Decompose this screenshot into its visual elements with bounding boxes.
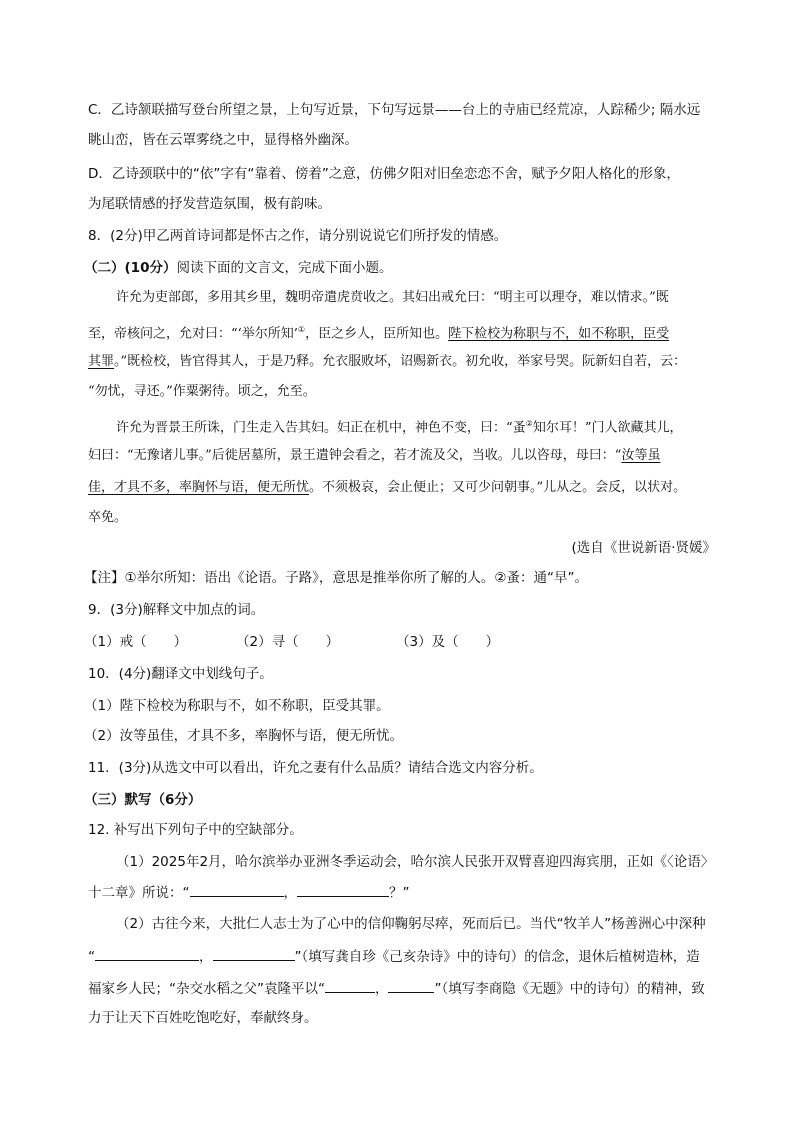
underlined-sentence-2-end: 佳，才具不多，率胸怀与语，便无所忧 [88, 480, 310, 495]
q12-part1-text: 十二章》所说：“ [88, 885, 190, 901]
q10-sentence-1: （1）陛下检校为称职与不，如不称职，臣受其罪。 [84, 698, 390, 714]
section2-title: （二）(10分） [84, 260, 177, 276]
footnote-marker-2: ② [525, 419, 533, 428]
q8-stem: 8．(2分)甲乙两首诗词都是怀古之作，请分别说说它们所抒发的情感。 [88, 228, 508, 244]
q12-part2-line1: （2）古往今来，大批仁人志士为了心中的信仰鞠躬尽瘁，死而后已。当代“牧羊人”杨善洲心中深种 [116, 916, 706, 932]
q7-option-d-line2: 为尾联情感的抒发营造氛围，极有韵味。 [88, 196, 331, 212]
q9-stem: 9．(3分)解释文中加点的词。 [88, 602, 265, 618]
q7-option-c-line1: C．乙诗颔联描写登台所望之景，上句写近景，下句写远景——台上的寺庙已经荒凉，人踪稀少; 隔水远 [88, 102, 701, 118]
q12-part2-text: ， [374, 981, 389, 997]
q12-part1-text: ， [283, 885, 297, 901]
q11-stem: 11．(3分)从选文中可以看出，许允之妻有什么品质？请结合选文内容分析。 [88, 760, 543, 776]
q9-item-3: （3）及（ ） [396, 634, 500, 650]
section3-heading: （三）默写（6分） [84, 792, 202, 808]
passage-p2-text: 许允为晋景王所诛，门生走入告其妇。妇正在机中，神色不变，曰：“蚤 [116, 420, 526, 436]
q12-part2-text: “ [88, 949, 95, 965]
passage-p2-text: 知尔耳！”门人欲藏其儿， [532, 420, 683, 436]
footnote-marker-1: ① [297, 325, 306, 334]
q12-part2-line3 [88, 978, 705, 999]
q10-sentence-2: （2）汝等虽佳，才具不多，率胸怀与语，便无所忧。 [84, 728, 404, 744]
fill-blank[interactable] [325, 978, 375, 993]
passage-p2-line2 [88, 446, 660, 466]
passage-p2-text: 妇曰：“无豫诸儿事。”后徙居墓所，景王遣钟会看之，若才流及父，当收。儿以咨母，母曰：“ [88, 448, 622, 463]
fill-blank[interactable] [95, 946, 199, 961]
q9-item-2: （2）寻（ ） [236, 634, 340, 650]
passage-p2-line3 [88, 478, 686, 498]
passage-p1-line2 [88, 320, 669, 344]
passage-p1-text: 。”既检校，皆官得其人，于是乃释。允衣服败坏，诏赐新衣。初允收，举家号哭。阮新妇自若，云： [114, 354, 687, 369]
passage-p2-line1 [116, 414, 682, 438]
fill-blank[interactable] [388, 978, 434, 993]
q9-item-1: （1）戒（ ） [84, 634, 188, 650]
section2-heading [84, 258, 392, 278]
q7-option-d-line1: D．乙诗颈联中的“依”字有“靠着、傍着”之意，仿佛夕阳对旧垒恋恋不舍，赋予夕阳人格化的形象， [88, 166, 680, 182]
q12-part1-line1: （1）2025年2月，哈尔滨举办亚洲冬季运动会，哈尔滨人民张开双臂喜迎四海宾朋，正如《〈论语〉 [116, 854, 715, 870]
fill-blank[interactable] [190, 882, 284, 897]
passage-p2-text: 。不须极哀，会止便止；又可少问朝事。”儿从之。会反，以状对。 [309, 480, 687, 495]
passage-p1-text: ，臣之乡人，臣所知也。 [305, 326, 449, 342]
q7-option-c-line2: 眺山峦，皆在云罩雾绕之中，显得格外幽深。 [88, 132, 358, 148]
section2-instruction: 阅读下面的文言文，完成下面小题。 [176, 260, 393, 276]
q12-part2-text: ， [199, 949, 213, 965]
passage-source: (选自《世说新语·贤媛》 [571, 540, 716, 556]
q12-stem: 12. 补写出下列句子中的空缺部分。 [88, 822, 303, 838]
passage-p1-line3 [88, 352, 686, 372]
footnote: 【注】①举尔所知：语出《论语。子路》，意思是推举你所了解的人。②蚤：通“早”。 [84, 570, 588, 586]
passage-p1-line4: “勿忧，寻还。”作粟粥待。顷之，允至。 [88, 384, 316, 399]
q12-part2-text: ”（填写李商隐《无题》中的诗句）的精神，致 [434, 981, 705, 997]
passage-p2-line4: 卒免。 [88, 510, 128, 525]
q12-part2-text: ”（填写龚自珍《己亥杂诗》中的诗句）的信念，退休后植树造林，造 [294, 949, 700, 965]
q10-stem: 10．(4分)翻译文中划线句子。 [88, 666, 273, 682]
fill-blank[interactable] [297, 882, 389, 897]
q12-part2-line2 [88, 946, 700, 967]
passage-p1-text: 至，帝核问之，允对曰：“‘举尔所知’ [88, 326, 298, 342]
underlined-sentence-2: 汝等虽 [621, 448, 661, 463]
q12-part2-line4: 力于让天下百姓吃饱吃好，奉献终身。 [88, 1010, 318, 1026]
fill-blank[interactable] [213, 946, 295, 961]
q12-part1-text: ？” [389, 885, 410, 901]
q12-part2-text: 福家乡人民；“杂交水稻之父”袁隆平以“ [88, 981, 325, 997]
underlined-sentence-1: 陛下检校为称职与不，如不称职，臣受 [448, 326, 670, 342]
q12-part1-line2 [88, 882, 410, 903]
passage-p1-line1: 许允为吏部郎，多用其乡里，魏明帝遣虎贲收之。其妇出戒允曰：“明主可以理夺，难以情求。”既 [116, 290, 669, 305]
underlined-sentence-1-end: 其罪 [88, 354, 115, 369]
